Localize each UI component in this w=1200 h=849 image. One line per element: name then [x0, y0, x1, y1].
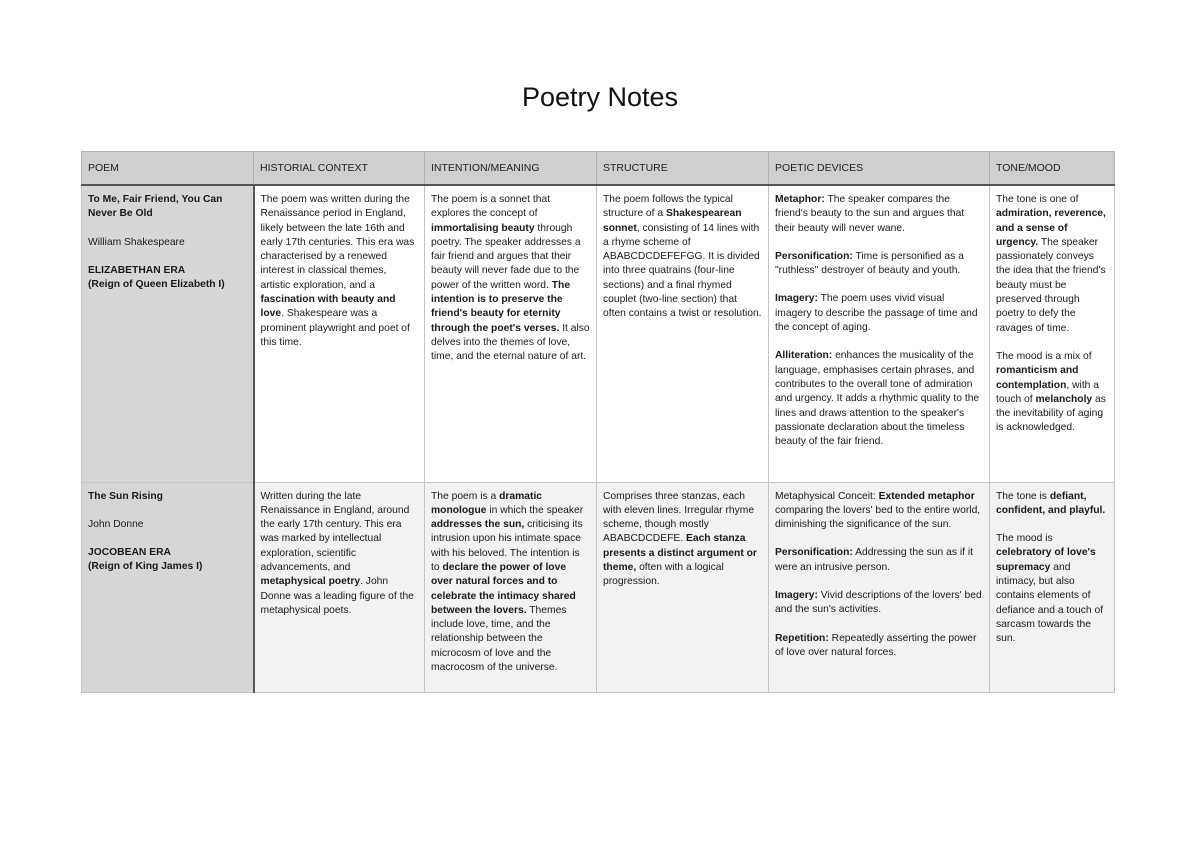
structure-cell — [597, 185, 769, 482]
context-bold: fascination with beauty and love — [260, 294, 396, 320]
device-imagery: Imagery: Vivid descriptions of the lovers' bed and the sun's activities. — [775, 589, 982, 616]
header-tone-mood: TONE/MOOD — [990, 152, 1115, 186]
context-text: The poem was written during the Renaissance period in England, likely between the late 16th and early 17th centuries. This era was characterised by a renewed interest in classical themes, artistic exploration, and a — [260, 194, 415, 291]
poem-title: The Sun Rising — [88, 490, 163, 502]
context-text: . Shakespeare was a prominent playwright and poet of this time. — [260, 308, 410, 348]
structure-text: , consisting of 14 lines with a rhyme scheme of ABABCDCDEFEFGG. It is divided into three quatrains (four-line sections) and a final rhymed couplet (two-line section) that often contains a twist or resolution. — [603, 222, 762, 320]
structure-bold: Shakespearean sonnet — [603, 208, 742, 234]
poem-author: John Donne — [88, 518, 144, 530]
header-poem: POEM — [82, 152, 254, 186]
intention-bold: declare the power of love over natural forces and to celebrate the intimacy shared between the lovers. — [431, 561, 576, 616]
context-text: Written during the late Renaissance in England, around the early 17th century. This era was marked by intellectual exploration, scientific advancements, and — [260, 490, 410, 573]
intention-text: Themes include love, time, and the relationship between the microcosm of love and the macrocosm of the universe. — [431, 604, 567, 674]
header-intention-meaning: INTENTION/MEANING — [425, 152, 597, 186]
tone-cell — [990, 482, 1115, 692]
device-repetition: Repetition: Repeatedly asserting the power of love over natural forces. — [775, 632, 977, 658]
context-text: . John Donne was a leading figure of the metaphysical poets. — [260, 576, 414, 616]
intention-bold: The intention is to preserve the friend's beauty for eternity through the poet's verses. — [431, 279, 571, 334]
poem-era: JOCOBEAN ERA — [88, 547, 171, 559]
poetry-notes-table — [81, 151, 1115, 693]
poem-era: ELIZABETHAN ERA — [88, 264, 186, 276]
intention-bold: immortalising beauty — [431, 222, 535, 234]
structure-text: often with a logical progression. — [603, 561, 724, 588]
poem-author: William Shakespeare — [88, 236, 185, 248]
context-cell — [254, 185, 425, 482]
intention-text: criticising its intrusion upon his intimate space with his beloved. The intention is to — [431, 519, 583, 573]
poem-cell — [82, 185, 254, 482]
header-historical-context: HISTORIAL CONTEXT — [254, 152, 425, 186]
mood-text: The mood is celebratory of love's supremacy and intimacy, but also contains elements of defiance and a touch of sarcasm towards the sun. — [996, 533, 1104, 645]
tone-text: The tone is defiant, confident, and playful. — [996, 490, 1106, 516]
structure-bold: Each stanza presents a distinct argument or theme, — [603, 533, 757, 573]
device-personification: Personification: Addressing the sun as if it were an intrusive person. — [775, 547, 974, 573]
structure-text: Comprises three stanzas, each with eleven lines. Irregular rhyme scheme, though mostly ABABCDCDEFE. — [603, 490, 755, 545]
intention-text: through poetry. The speaker addresses a fair friend and argues that their beauty will never fade due to the power of the written word. — [431, 222, 581, 291]
structure-cell — [597, 482, 769, 692]
mood-text: The mood is a mix of romanticism and contemplation, with a touch of melancholy as the inevitability of aging is acknowledged. — [996, 350, 1106, 434]
context-cell — [254, 482, 425, 692]
intention-text: It also delves into the themes of love, time, and the eternal nature of art. — [431, 322, 590, 363]
device-imagery: Imagery: The poem uses vivid visual imagery to describe the passage of time and the concept of aging. — [775, 293, 978, 334]
structure-text: The poem follows the typical structure of a — [603, 194, 733, 220]
intention-cell — [425, 482, 597, 692]
intention-text: in which the speaker — [486, 504, 584, 516]
device-metaphor: Metaphor: The speaker compares the friend's beauty to the sun and argues that their beauty will never wane. — [775, 194, 965, 234]
tone-text: The tone is one of admiration, reverence, and a sense of urgency. The speaker passionately conveys the idea that the friend's beauty must be preserved through poetry to defy the ravages of time. — [996, 194, 1106, 334]
poem-title: To Me, Fair Friend, You Can Never Be Old — [88, 194, 223, 220]
intention-text: The poem is a — [431, 490, 500, 502]
intention-cell — [425, 185, 597, 482]
device-personification: Personification: Time is personified as a "ruthless" destroyer of beauty and youth. — [775, 250, 964, 277]
devices-cell — [769, 185, 990, 482]
poem-reign: (Reign of Queen Elizabeth I) — [88, 279, 225, 291]
intention-bold: dramatic monologue — [431, 490, 543, 516]
header-row — [82, 152, 1115, 186]
device-alliteration: Alliteration: enhances the musicality of the language, emphasises certain phrases, and contributes to the overall tone of admiration and urgency. It adds a rhythmic quality to the lines and draws attention to the speaker's passionate declaration about the timeless beauty of the fair friend. — [775, 350, 980, 448]
devices-cell — [769, 482, 990, 692]
poem-reign: (Reign of King James I) — [88, 561, 203, 573]
poem-cell — [82, 482, 254, 692]
header-poetic-devices: POETIC DEVICES — [769, 152, 990, 186]
device-conceit: Metaphysical Conceit: Extended metaphor comparing the lovers' bed to the entire world, diminishing the significance of the sun. — [775, 490, 981, 531]
table-row — [82, 185, 1115, 482]
intention-bold: addresses the sun, — [431, 519, 525, 531]
page-title: Poetry Notes — [521, 82, 679, 112]
context-bold: metaphysical poetry — [260, 576, 361, 588]
header-structure: STRUCTURE — [597, 152, 769, 186]
tone-cell — [990, 185, 1115, 482]
table-row — [82, 482, 1115, 692]
intention-text: The poem is a sonnet that explores the concept of — [431, 194, 551, 220]
